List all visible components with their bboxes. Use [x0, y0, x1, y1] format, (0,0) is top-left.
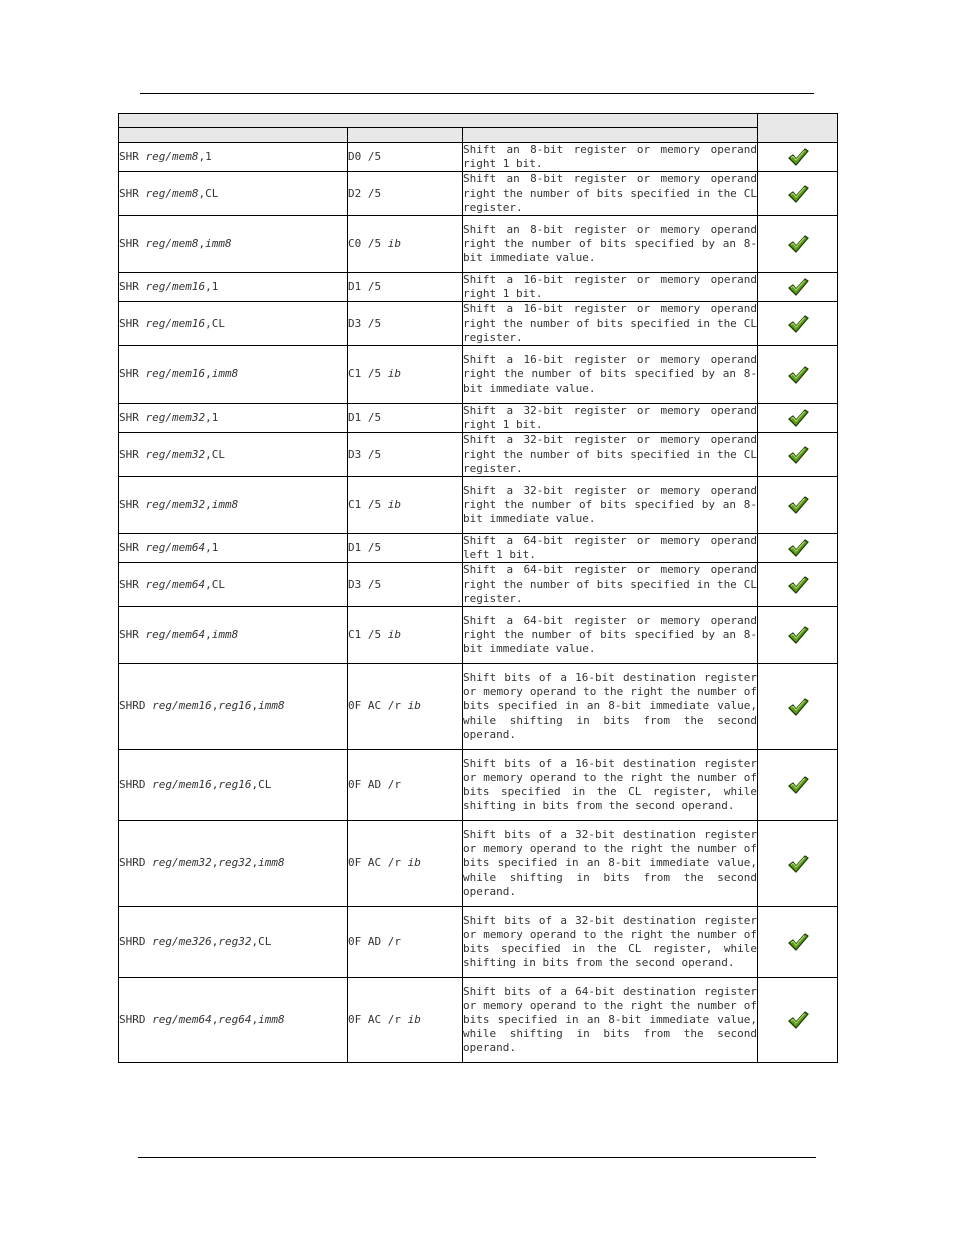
description-cell: Shift a 32-bit register or memory operand right 1 bit.: [463, 404, 758, 432]
footer-rule: [138, 1157, 816, 1158]
table-row: [119, 143, 838, 172]
operand-placeholder: reg/mem32: [152, 856, 212, 870]
table-row: [119, 216, 838, 273]
operand-placeholder: reg/mem32: [145, 497, 206, 511]
operand-placeholder: ib: [387, 236, 401, 250]
operand-placeholder: reg64: [218, 1012, 252, 1026]
support-cell: [758, 477, 838, 534]
opcode-cell: [348, 477, 463, 534]
header-mnemonic: [119, 128, 348, 143]
operand-placeholder: reg/mem16: [152, 777, 212, 791]
description-cell: Shift bits of a 16-bit destination register or memory operand to the right the number of bits specified in the CL register, while shifting in bits from the second operand.: [463, 750, 758, 821]
table-header-row: [119, 114, 838, 128]
operand-literal: ,: [205, 367, 212, 381]
description-cell: Shift an 8-bit register or memory operand right 1 bit.: [463, 143, 758, 171]
operand-literal: ,: [211, 777, 219, 791]
mnemonic: SHR: [119, 447, 139, 461]
check-icon: [787, 147, 809, 167]
description-cell: Shift a 16-bit register or memory operand right the number of bits specified in the CL register.: [463, 302, 758, 344]
operand-placeholder: reg/mem32: [145, 447, 206, 461]
operand-literal: ,: [251, 1012, 259, 1026]
operand-literal: ,CL: [251, 934, 272, 948]
operand-literal: 0F AD /r: [348, 934, 401, 948]
check-icon: [787, 775, 809, 795]
support-cell: [758, 143, 838, 172]
operand-literal: C1 /5: [348, 497, 388, 511]
description-cell: Shift an 8-bit register or memory operand right the number of bits specified in the CL register.: [463, 172, 758, 214]
opcode-cell: [348, 172, 463, 216]
support-cell: [758, 534, 838, 563]
operand-literal: ,: [205, 497, 212, 511]
support-cell: [758, 273, 838, 302]
operand-literal: D1 /5: [348, 280, 382, 294]
table-row: [119, 821, 838, 907]
operand-placeholder: reg16: [218, 699, 252, 713]
mnemonic: SHRD: [119, 934, 146, 948]
mnemonic-cell: [119, 433, 348, 477]
opcode-cell: [348, 978, 463, 1063]
table-row: [119, 750, 838, 821]
check-icon: [787, 495, 809, 515]
check-icon: [787, 697, 809, 717]
description-cell: Shift an 8-bit register or memory operand right the number of bits specified by an 8-bit immediate value.: [463, 216, 758, 273]
operand-literal: ,1: [205, 280, 219, 294]
mnemonic: SHR: [119, 497, 139, 511]
mnemonic-cell: [119, 534, 348, 563]
check-icon: [787, 445, 809, 465]
opcode-cell: [348, 433, 463, 477]
table-subheader-row: [119, 128, 838, 143]
mnemonic: SHR: [119, 367, 139, 381]
operand-literal: 0F AC /r: [348, 1012, 408, 1026]
support-cell: [758, 821, 838, 907]
check-icon: [787, 365, 809, 385]
opcode-cell: [348, 143, 463, 172]
operand-placeholder: reg/mem64: [152, 1012, 212, 1026]
operand-placeholder: imm8: [211, 367, 239, 381]
operand-literal: C1 /5: [348, 367, 388, 381]
opcode-cell: [348, 750, 463, 821]
check-icon: [787, 184, 809, 204]
operand-literal: ,: [198, 236, 206, 250]
mnemonic-cell: [119, 821, 348, 907]
table-row: [119, 563, 838, 607]
operand-placeholder: reg/mem16: [145, 367, 206, 381]
check-icon: [787, 1010, 809, 1030]
operand-placeholder: reg/me326: [152, 934, 212, 948]
operand-literal: ,CL: [251, 777, 272, 791]
mnemonic-cell: [119, 664, 348, 750]
opcode-cell: [348, 273, 463, 302]
operand-literal: D1 /5: [348, 411, 382, 425]
mnemonic: SHR: [119, 150, 139, 164]
mnemonic: SHR: [119, 627, 139, 641]
operand-placeholder: reg/mem8: [145, 186, 199, 200]
table-row: [119, 978, 838, 1063]
operand-placeholder: ib: [407, 699, 421, 713]
support-cell: [758, 404, 838, 433]
support-cell: [758, 563, 838, 607]
operand-literal: D3 /5: [348, 577, 382, 591]
description-cell: Shift a 64-bit register or memory operand right the number of bits specified in the CL register.: [463, 563, 758, 605]
operand-literal: D3 /5: [348, 316, 382, 330]
description-cell: Shift a 16-bit register or memory operand right the number of bits specified by an 8-bit immediate value.: [463, 346, 758, 404]
operand-literal: D0 /5: [348, 150, 382, 164]
opcode-cell: [348, 607, 463, 664]
mnemonic-cell: [119, 477, 348, 534]
check-icon: [787, 234, 809, 254]
operand-placeholder: reg/mem16: [145, 316, 206, 330]
operand-placeholder: reg/mem8: [145, 150, 199, 164]
operand-literal: D1 /5: [348, 541, 382, 555]
operand-literal: ,: [211, 856, 219, 870]
description-cell: Shift a 32-bit register or memory operand right the number of bits specified in the CL register.: [463, 433, 758, 475]
operand-literal: ,: [251, 856, 259, 870]
operand-literal: 0F AD /r: [348, 777, 401, 791]
check-icon: [787, 538, 809, 558]
support-cell: [758, 172, 838, 216]
opcode-cell: [348, 563, 463, 607]
operand-literal: ,: [211, 934, 219, 948]
support-cell: [758, 750, 838, 821]
header-description: [463, 128, 758, 143]
operand-literal: ,: [211, 699, 219, 713]
operand-placeholder: reg32: [218, 856, 252, 870]
check-icon: [787, 314, 809, 334]
table-row: [119, 404, 838, 433]
mnemonic: SHR: [119, 577, 139, 591]
operand-literal: ,CL: [198, 186, 219, 200]
description-cell: Shift bits of a 64-bit destination register or memory operand to the right the number of bits specified in an 8-bit immediate value, while shifting in bits from the second operand.: [463, 978, 758, 1063]
operand-placeholder: reg/mem64: [145, 577, 206, 591]
opcode-cell: [348, 664, 463, 750]
mnemonic: SHR: [119, 316, 139, 330]
opcode-cell: [348, 404, 463, 433]
mnemonic-cell: [119, 172, 348, 216]
operand-placeholder: imm8: [258, 856, 285, 870]
mnemonic: SHRD: [119, 699, 146, 713]
operand-literal: ,: [205, 627, 212, 641]
description-cell: Shift bits of a 32-bit destination register or memory operand to the right the number of bits specified in the CL register, while shifting in bits from the second operand.: [463, 907, 758, 978]
check-icon: [787, 854, 809, 874]
table-row: [119, 534, 838, 563]
operand-literal: ,1: [205, 411, 219, 425]
operand-placeholder: ib: [387, 497, 401, 511]
mnemonic-cell: [119, 404, 348, 433]
mnemonic: SHR: [119, 186, 139, 200]
operand-placeholder: reg16: [218, 777, 252, 791]
check-icon: [787, 932, 809, 952]
mnemonic-cell: [119, 273, 348, 302]
operand-literal: ,CL: [205, 447, 225, 461]
operand-placeholder: reg/mem64: [145, 541, 206, 555]
header-support-column: [758, 114, 838, 143]
mnemonic-cell: [119, 607, 348, 664]
mnemonic: SHR: [119, 280, 139, 294]
mnemonic: SHRD: [119, 777, 146, 791]
operand-literal: ,1: [205, 541, 219, 555]
operand-literal: D2 /5: [348, 186, 382, 200]
operand-literal: 0F AC /r: [348, 699, 408, 713]
opcode-cell: [348, 346, 463, 404]
operand-literal: C0 /5: [348, 236, 388, 250]
check-icon: [787, 277, 809, 297]
mnemonic: SHRD: [119, 1012, 146, 1026]
description-cell: Shift a 32-bit register or memory operand right the number of bits specified by an 8-bit immediate value.: [463, 477, 758, 534]
operand-placeholder: reg/mem8: [145, 236, 199, 250]
mnemonic: SHR: [119, 541, 139, 555]
operand-placeholder: reg/mem32: [145, 411, 206, 425]
operand-placeholder: reg32: [218, 934, 252, 948]
mnemonic-cell: [119, 302, 348, 346]
table-row: [119, 477, 838, 534]
mnemonic: SHR: [119, 411, 139, 425]
table-row: [119, 172, 838, 216]
operand-literal: C1 /5: [348, 627, 388, 641]
description-cell: Shift a 16-bit register or memory operand right 1 bit.: [463, 273, 758, 301]
operand-literal: ,1: [198, 150, 212, 164]
opcode-cell: [348, 216, 463, 273]
header-rule: [140, 93, 814, 94]
operand-placeholder: imm8: [258, 1012, 285, 1026]
mnemonic-cell: [119, 750, 348, 821]
mnemonic: SHR: [119, 236, 139, 250]
operand-placeholder: ib: [387, 627, 401, 641]
mnemonic-cell: [119, 346, 348, 404]
opcode-cell: [348, 907, 463, 978]
operand-literal: ,CL: [205, 577, 225, 591]
description-cell: Shift bits of a 32-bit destination register or memory operand to the right the number of bits specified in an 8-bit immediate value, while shifting in bits from the second operand.: [463, 821, 758, 907]
support-cell: [758, 607, 838, 664]
support-cell: [758, 664, 838, 750]
operand-placeholder: reg/mem64: [145, 627, 206, 641]
operand-literal: 0F AC /r: [348, 856, 408, 870]
table-row: [119, 302, 838, 346]
check-icon: [787, 575, 809, 595]
description-cell: Shift a 64-bit register or memory operand right the number of bits specified by an 8-bit immediate value.: [463, 607, 758, 664]
operand-placeholder: ib: [407, 856, 421, 870]
support-cell: [758, 907, 838, 978]
support-cell: [758, 433, 838, 477]
operand-placeholder: imm8: [205, 236, 232, 250]
table-row: [119, 346, 838, 404]
operand-literal: ,: [251, 699, 259, 713]
opcode-cell: [348, 302, 463, 346]
instruction-table: [118, 113, 838, 1063]
support-cell: [758, 216, 838, 273]
header-opcode: [348, 128, 463, 143]
opcode-cell: [348, 534, 463, 563]
operand-placeholder: reg/mem16: [145, 280, 206, 294]
operand-literal: ,CL: [205, 316, 225, 330]
operand-placeholder: imm8: [258, 699, 285, 713]
operand-placeholder: imm8: [211, 497, 239, 511]
opcode-cell: [348, 821, 463, 907]
mnemonic-cell: [119, 216, 348, 273]
check-icon: [787, 625, 809, 645]
description-cell: Shift a 64-bit register or memory operand left 1 bit.: [463, 534, 758, 562]
mnemonic-cell: [119, 978, 348, 1063]
header-band: [119, 114, 758, 128]
operand-placeholder: reg/mem16: [152, 699, 212, 713]
mnemonic-cell: [119, 563, 348, 607]
description-cell: Shift bits of a 16-bit destination register or memory operand to the right the number of bits specified in an 8-bit immediate value, while shifting in bits from the second operand.: [463, 664, 758, 750]
operand-literal: D3 /5: [348, 447, 382, 461]
mnemonic-cell: [119, 907, 348, 978]
operand-placeholder: imm8: [211, 627, 239, 641]
check-icon: [787, 408, 809, 428]
table-row: [119, 607, 838, 664]
operand-placeholder: ib: [407, 1012, 421, 1026]
support-cell: [758, 302, 838, 346]
support-cell: [758, 346, 838, 404]
table-row: [119, 664, 838, 750]
support-cell: [758, 978, 838, 1063]
table-row: [119, 433, 838, 477]
mnemonic: SHRD: [119, 856, 146, 870]
table-row: [119, 907, 838, 978]
operand-literal: ,: [211, 1012, 219, 1026]
mnemonic-cell: [119, 143, 348, 172]
table-row: [119, 273, 838, 302]
operand-placeholder: ib: [387, 367, 401, 381]
